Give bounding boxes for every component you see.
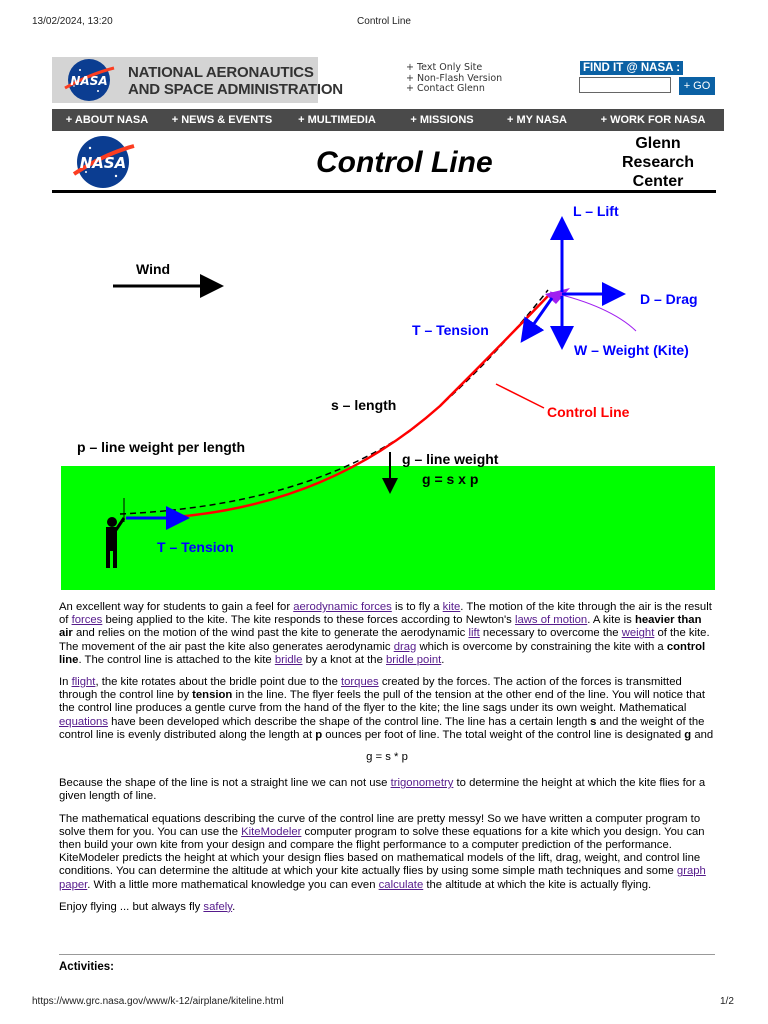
go-button[interactable]: + GO xyxy=(679,77,715,95)
g-weight-label: g – line weight xyxy=(402,451,499,467)
s-length-label: s – length xyxy=(331,397,397,413)
non-flash-link[interactable]: + Non-Flash Version xyxy=(406,72,503,84)
nav-missions[interactable]: + MISSIONS xyxy=(410,114,474,126)
main-nav xyxy=(52,109,724,131)
nav-my-nasa[interactable]: + MY NASA xyxy=(506,114,567,126)
g-formula-label: g = s x p xyxy=(422,471,479,487)
footer-url: https://www.grc.nasa.gov/www/k-12/airplane/kiteline.html xyxy=(32,996,284,1007)
search-input[interactable] xyxy=(579,77,671,93)
paragraph-2: In flight, the kite rotates about the bridle point due to the torques created by the forces. The action of the forces is transmitted through the control line by tension in the line. The flyer feels the pull of the tension at the other end of the line. You will notice that the control line produces a gentle curve from the hand of the flyer to the kite; the line sags under its own weight. Mathematical equations have been developed which describe the shape of the control line. The line has a certain length s and the weight of the control line is evenly distributed along the length at p ounces per foot of line. The total weight of the control line is designated g and xyxy=(59,676,714,741)
link-weight[interactable]: weight xyxy=(621,627,655,640)
nav-news-events[interactable]: + NEWS & EVENTS xyxy=(171,114,273,126)
top-links xyxy=(406,63,502,95)
equation: g = s * p xyxy=(366,751,408,764)
link-kite[interactable]: kite xyxy=(442,601,461,613)
contact-glenn-link[interactable]: + Contact Glenn xyxy=(406,83,485,94)
paragraph-5: Enjoy flying ... but always fly safely. xyxy=(59,900,236,913)
lift-label: L – Lift xyxy=(573,203,619,219)
glenn-line2: Research xyxy=(621,154,695,171)
tension-top-label: T – Tension xyxy=(412,322,489,338)
link-trigonometry[interactable]: trigonometry xyxy=(390,777,454,790)
find-it-label: FIND IT @ NASA : xyxy=(580,61,683,75)
paragraph-3: Because the shape of the line is not a straight line we can not use trigonometry to determine the height at which the kite flies for a given length of line. xyxy=(59,777,706,803)
page-title: Control Line xyxy=(316,146,493,179)
agency-name-line2: AND SPACE ADMINISTRATION xyxy=(128,81,343,98)
agency-name xyxy=(128,64,343,98)
link-laws-of-motion[interactable]: laws of motion xyxy=(514,614,588,627)
link-bridle[interactable]: bridle xyxy=(274,653,303,666)
ground-area xyxy=(61,466,715,590)
nasa-logo-icon[interactable] xyxy=(60,58,118,102)
divider xyxy=(59,954,715,955)
control-line-pointer xyxy=(496,384,544,408)
article-body xyxy=(59,601,715,923)
meatball-text: NASA xyxy=(79,154,127,172)
glenn-line3: Center xyxy=(632,173,684,190)
link-torques[interactable]: torques xyxy=(341,676,379,689)
tension-bottom-label: T – Tension xyxy=(157,539,234,555)
footer-page-number: 1/2 xyxy=(720,996,734,1007)
link-kitemodeler[interactable]: KiteModeler xyxy=(241,825,302,838)
link-graph-paper[interactable]: graph paper xyxy=(59,865,706,891)
p-line-label: p – line weight per length xyxy=(77,439,246,455)
drag-label: D – Drag xyxy=(640,291,698,307)
control-line-label: Control Line xyxy=(547,404,630,420)
link-lift[interactable]: lift xyxy=(468,627,480,640)
nasa-logo-text: NASA xyxy=(70,74,108,88)
weight-kite-label: W – Weight (Kite) xyxy=(574,342,689,358)
link-safely[interactable]: safely xyxy=(203,900,233,913)
paragraph-4: The mathematical equations describing the curve of the control line are pretty messy! So we have written a computer program to solve them for you. You can use the KiteModeler computer program to solve these equations for a kite which you design. You can then build your own kite from your design and compare the flight performance to a computer prediction of the performance. KiteModeler predicts the height at which your design flies based on mathematical models of the lift, drag, weight, and control line conditions. You can determine the altitude at which your kite actually flies by using some simple math techniques and some graph paper. With a little more mathematical knowledge you can even calculate the altitude at which the kite is actually flying. xyxy=(59,812,706,891)
title-divider xyxy=(52,190,716,193)
nav-work-for-nasa[interactable]: + WORK FOR NASA xyxy=(600,114,706,126)
agency-name-line1: NATIONAL AERONAUTICS xyxy=(128,64,314,81)
activities-heading: Activities: xyxy=(59,961,114,973)
glenn-research-center xyxy=(606,134,710,191)
link-equations[interactable]: equations xyxy=(59,715,108,728)
nav-about-nasa[interactable]: + ABOUT NASA xyxy=(65,114,149,126)
paragraph-1: An excellent way for students to gain a feel for aerodynamic forces is to fly a kite. The motion of the kite through the air is the result of forces being applied to the kite. The kite responds to these forces according to Newton's laws of motion. A kite is heavier than air and relies on the motion of the wind past the kite to generate the aerodynamic lift necessary to overcome the weight of the kite. The movement of the air past the kite also generates aerodynamic drag which is overcome by constraining the kite with a control line. The control line is attached to the kite bridle by a knot at the bridle point. xyxy=(59,601,712,666)
link-calculate[interactable]: calculate xyxy=(378,878,424,891)
link-drag[interactable]: drag xyxy=(393,640,417,653)
print-page-title: Control Line xyxy=(357,16,411,27)
glenn-line1: Glenn xyxy=(635,135,681,152)
control-line-diagram xyxy=(0,196,768,596)
wind-label: Wind xyxy=(136,261,171,277)
nav-multimedia[interactable]: + MULTIMEDIA xyxy=(298,114,376,126)
text-only-link[interactable]: + Text Only Site xyxy=(406,62,483,73)
link-forces[interactable]: forces xyxy=(71,614,103,627)
link-flight[interactable]: flight xyxy=(71,676,96,689)
nasa-meatball-icon[interactable] xyxy=(70,134,136,190)
print-datetime: 13/02/2024, 13:20 xyxy=(32,16,113,27)
link-aerodynamic-forces[interactable]: aerodynamic forces xyxy=(293,601,392,613)
link-bridle-point[interactable]: bridle point xyxy=(386,653,442,666)
